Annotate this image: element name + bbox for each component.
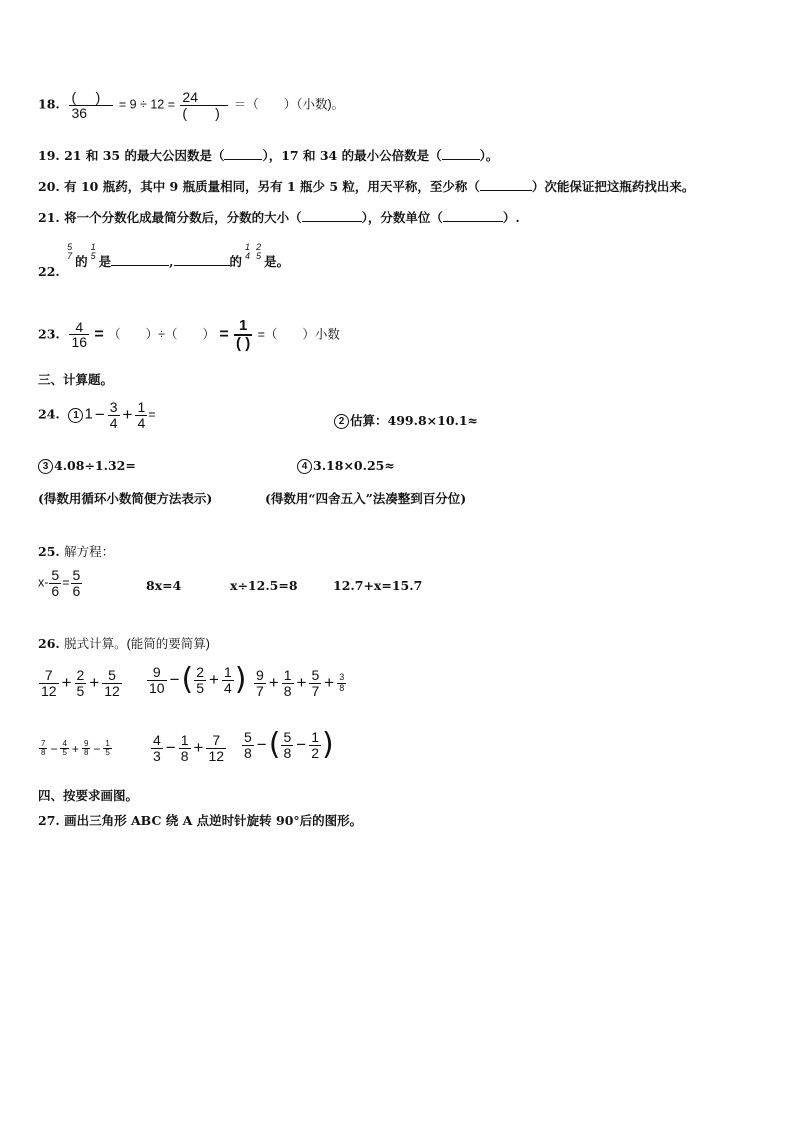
fraction-1-over-blank: $\frac{1}{( )}$ bbox=[236, 317, 251, 352]
question-27: 27. 画出三角形 ABC 绕 A 点逆时针旋转 90°后的图形。 bbox=[38, 813, 363, 828]
section-heading: 三、计算题。 bbox=[38, 372, 114, 387]
question-text: ）. bbox=[502, 210, 520, 225]
equation-3: x÷12.5=8 bbox=[230, 578, 298, 593]
expression-4: $\frac{7}{8}$ − $\frac{4}{5}$ + $\frac{9}{8}$ − $\frac{1}{5}$ bbox=[41, 739, 110, 758]
equation-4: 12.7+x=15.7 bbox=[333, 578, 423, 593]
question-18 bbox=[38, 90, 344, 120]
answer-blank[interactable] bbox=[302, 221, 362, 222]
circled-number-2: 2 bbox=[334, 414, 349, 429]
fraction-3-4: $\frac{3}{4}$ bbox=[109, 399, 118, 431]
expression-5: $\frac{4}{3}$ − $\frac{1}{8}$ + $\frac{7}{12}$ bbox=[153, 732, 225, 764]
question-26: 26. 脱式计算。(能简的要简算) bbox=[38, 636, 210, 651]
question-text: 21 和 35 的最大公因数是（ bbox=[64, 148, 225, 163]
equation-1: x- $\frac{5}{6}$ = $\frac{5}{6}$ bbox=[38, 567, 81, 599]
equation-2: 8x=4 bbox=[146, 578, 182, 593]
fraction-5-6: $\frac{5}{6}$ bbox=[72, 567, 81, 599]
expression-3: $\frac{9}{7}$ + $\frac{1}{8}$ + $\frac{5}{7}$ + $\frac{3}{8}$ bbox=[256, 667, 345, 699]
question-22: 22. 5 7 的 1 5 是 , 的 1 4 2 5 是。 bbox=[38, 242, 290, 279]
question-23: 23. $\frac{4}{16}$ = （ ）÷（ ） = $\frac{1}{( )}$ =（ ）小数 bbox=[38, 317, 340, 352]
fraction-1-5: 1 5 bbox=[90, 242, 96, 262]
fraction-5-7: 5 7 bbox=[67, 242, 73, 262]
equation-middle: = 9 ÷ 12 = bbox=[118, 97, 176, 112]
fraction-2-5: 2 5 bbox=[256, 242, 262, 262]
equation-tail: ＝（ ）（小数)。 bbox=[233, 97, 345, 112]
expression-2: $\frac{9}{10}$ −( $\frac{2}{5}$ + $\frac{1}{4}$ ) bbox=[149, 662, 247, 698]
question-20 bbox=[38, 177, 694, 195]
question-number: 24. bbox=[38, 406, 60, 422]
question-number: 18. bbox=[38, 96, 60, 112]
expression-1: $\frac{7}{12}$ + $\frac{2}{5}$ + $\frac{5}{12}$ bbox=[41, 667, 120, 699]
question-24-part2: 2 估算：499.8×10.1≈ bbox=[334, 411, 478, 429]
question-number: 20. bbox=[38, 179, 60, 194]
instruction-note-2: (得数用“四舍五入”法凑整到百分位) bbox=[265, 491, 467, 506]
answer-blank[interactable] bbox=[174, 265, 230, 266]
question-text: ）。 bbox=[479, 148, 499, 163]
question-24-part3: 3 4.08÷1.32= bbox=[38, 458, 136, 474]
circled-number-4: 4 bbox=[297, 459, 312, 474]
question-21 bbox=[38, 208, 520, 226]
question-24-part1: 24. 1 1 − $\frac{3}{4}$ + $\frac{1}{4}$ = bbox=[38, 399, 156, 431]
question-25: 25. 解方程： bbox=[38, 544, 115, 559]
expression-6: $\frac{5}{8}$ −( $\frac{5}{8}$ − $\frac{1}{2}$ ) bbox=[244, 727, 334, 763]
fraction-blank-over-36: $\frac{( )}{36}$ bbox=[69, 90, 113, 120]
question-24-part4: 4 3.18×0.25≈ bbox=[297, 458, 395, 474]
question-number: 21. bbox=[38, 210, 60, 225]
question-text: ），17 和 34 的最小公倍数是（ bbox=[262, 148, 442, 163]
question-text: 将一个分数化成最简分数后，分数的大小（ bbox=[64, 210, 302, 225]
question-number: 23. bbox=[38, 326, 60, 342]
answer-blank[interactable] bbox=[480, 190, 532, 191]
fraction-5-6: $\frac{5}{6}$ bbox=[51, 567, 60, 599]
section-heading: 四、按要求画图。 bbox=[38, 788, 139, 803]
fraction-1-4: $\frac{1}{4}$ bbox=[137, 399, 146, 431]
answer-blank[interactable] bbox=[224, 159, 262, 160]
circled-number-1: 1 bbox=[68, 408, 83, 423]
question-text: ）次能保证把这瓶药找出来。 bbox=[531, 179, 695, 194]
question-text: 有 10 瓶药，其中 9 瓶质量相同，另有 1 瓶少 5 粒，用天平称，至少称（ bbox=[64, 179, 480, 194]
circled-number-3: 3 bbox=[38, 459, 53, 474]
equation-tail: =（ ）小数 bbox=[257, 327, 340, 342]
instruction-note-1: (得数用循环小数简便方法表示) bbox=[38, 491, 213, 506]
question-text: ），分数单位（ bbox=[361, 210, 443, 225]
blank-division: （ ）÷（ ） bbox=[108, 327, 215, 342]
question-number: 19. bbox=[38, 148, 60, 163]
answer-blank[interactable] bbox=[111, 265, 169, 266]
answer-blank[interactable] bbox=[442, 159, 480, 160]
answer-blank[interactable] bbox=[443, 221, 503, 222]
fraction-1-4: 1 4 bbox=[245, 242, 251, 262]
fraction-4-16: $\frac{4}{16}$ bbox=[71, 318, 88, 351]
question-number: 22. bbox=[38, 263, 60, 279]
question-19 bbox=[38, 146, 498, 164]
fraction-24-over-blank: $\frac{24}{( )}$ bbox=[180, 90, 228, 120]
